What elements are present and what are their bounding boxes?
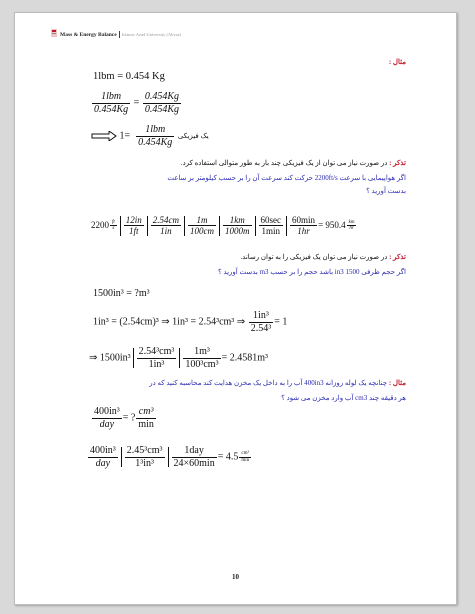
example-2: اگر حجم ظرفی 1500 in3 باشد حجم را بر حسب m3 بدست آورید ؟ [217, 268, 406, 276]
note-2: تذکر : در صورت نیاز می توان یک فیزیکی را به توان رساند. [240, 253, 406, 261]
header-subtitle: Islamic Azad University (Ahvaz) [121, 31, 182, 37]
page-header [60, 31, 181, 38]
implies-arrow-icon [91, 131, 117, 141]
example-3-line-2: هر دقیقه چند cm3 آب وارد مخزن می شود ؟ [281, 394, 406, 402]
document-page [14, 12, 457, 605]
equation-5: 1500in³ = ?m³ [93, 288, 150, 299]
example-3-line-1: مثال : چنانچه یک لوله روزانه 400in3 آب را به داخل یک مخزن هدایت کند محاسبه کنید که در [149, 379, 406, 387]
example-heading: مثال : [388, 58, 406, 66]
equation-7: ⇒ 1500in³ $\frac{\text{2.54³cm³}}{\text{1in³}}$ $\frac{\text{1m³}}{\text{100³cm³}}$ = 2.4581m³ [89, 346, 269, 370]
equation-4: 2200 $\frac{ft}{s}$ $\frac{12in}{1ft}$ $\frac{2.54cm}{1in}$ $\frac{1m}{100cm}$ $\frac{1km}{1000m}$ $\frac{60\sec}{1\min}$ $\frac{60\min}{1hr}$ = 950.4 $\frac{km}{hr}$ [91, 215, 355, 237]
page-number: 10 [232, 573, 239, 581]
equation-1: 1lbm = 0.454 Kg [93, 71, 165, 82]
example-1-line-2: بدست آورید ؟ [366, 187, 406, 195]
note-1: تذکر : در صورت نیاز می توان از یک فیزیکی چند بار به طور متوالی استفاده کرد. [180, 159, 406, 167]
equation-9: $\frac{\text{400in³}}{\text{day}}$ $\frac{\text{2.45³cm³}}{\text{1³in³}}$ $\frac{\text{1day}}{24\times 60\min}$ = 4.5 $\frac{\text{cm³}}{\min}$ [90, 445, 250, 469]
header-title: Mass & Energy Balance [60, 31, 117, 38]
equation-8: $\frac{\text{400in³}}{\text{day}}$ = ? $\frac{\text{cm³}}{\min}$ [94, 406, 154, 430]
equation-3: یک فیزیکی $\frac{\text{1lbm}}{0.454Kg}$ =1 [91, 124, 209, 148]
university-logo-icon [51, 29, 57, 37]
equation-2: $\frac{\text{1lbm}}{0.454Kg}$ = $\frac{0.454Kg}{0.454Kg}$ [94, 91, 179, 115]
example-1-line-1: اگر هواپیمایی با سرعت 2200ft/s حرکت کند سرعت آن را بر حسب کیلومتر بر ساعت [167, 174, 406, 182]
equation-6: 1in³ = (2.54cm)³ ⇒ 1in³ = 2.54³cm³ ⇒ $\frac{\text{1in³}}{\text{2.54³}}$ = 1 [93, 310, 288, 334]
